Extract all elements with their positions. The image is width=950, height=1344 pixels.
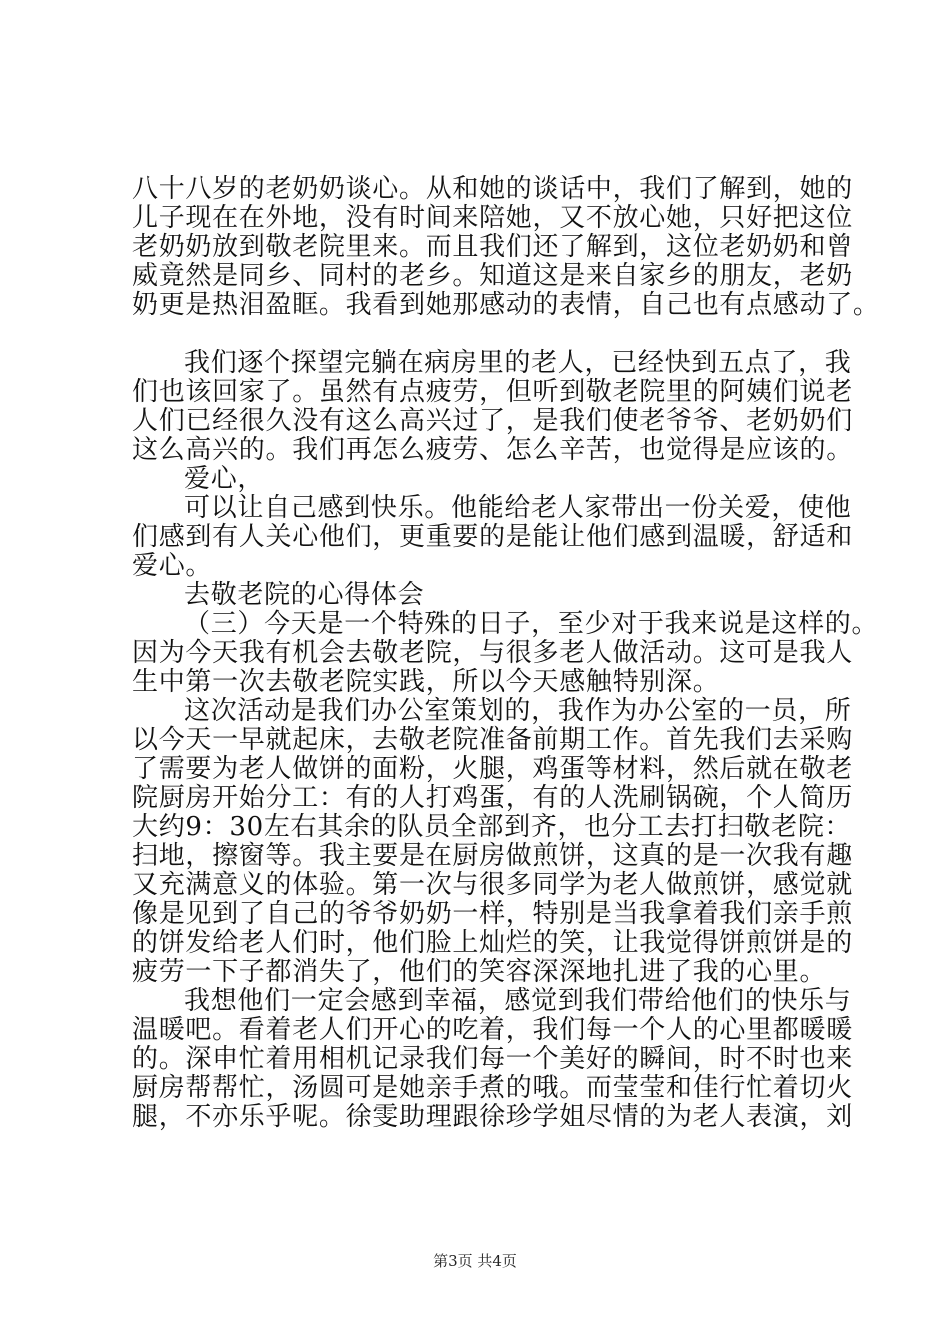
text-line: 又充满意义的体验。第一次与很多同学为老人做煎饼，感觉就 [132, 870, 853, 900]
text-line: 儿子现在在外地，没有时间来陪她，又不放心她，只好把这位 [132, 203, 853, 233]
text-line: 老奶奶放到敬老院里来。而且我们还了解到，这位老奶奶和曾 [132, 232, 853, 262]
text-line: 了需要为老人做饼的面粉，火腿，鸡蛋等材料，然后就在敬老 [132, 754, 853, 784]
text-line: 我们逐个探望完躺在病房里的老人，已经快到五点了，我 [184, 348, 852, 378]
text-line: 爱心。 [132, 551, 213, 581]
text-line: 八十八岁的老奶奶谈心。从和她的谈话中，我们了解到，她的 [132, 174, 853, 204]
text-line: 扫地，擦窗等。我主要是在厨房做煎饼，这真的是一次我有趣 [132, 841, 853, 871]
text-line: 爱心， [184, 464, 265, 494]
text-line: 的。深申忙着用相机记录我们每一个美好的瞬间，时不时也来 [132, 1044, 853, 1074]
page-number-footer: 第3页 共4页 [433, 1252, 517, 1270]
paragraph-gap [132, 320, 852, 349]
document-body [132, 174, 880, 1132]
text-line: 因为今天我有机会去敬老院，与很多老人做活动。这可是我人 [132, 638, 853, 668]
text-line: 奶更是热泪盈眶。我看到她那感动的表情，自己也有点感动了。 [132, 290, 880, 320]
text-line: 腿，不亦乐乎呢。徐雯助理跟徐珍学姐尽情的为老人表演，刘 [132, 1102, 853, 1132]
text-line: 这次活动是我们办公室策划的，我作为办公室的一员，所 [184, 696, 852, 726]
text-line: 生中第一次去敬老院实践，所以今天感触特别深。 [132, 667, 720, 697]
text-line: 的饼发给老人们时，他们脸上灿烂的笑，让我觉得饼煎饼是的 [132, 928, 853, 958]
text-line: 院厨房开始分工：有的人打鸡蛋，有的人洗刷锅碗，个人简历 [132, 783, 853, 813]
text-line: 们感到有人关心他们，更重要的是能让他们感到温暖，舒适和 [132, 522, 853, 552]
text-line: 大约9：30左右其余的队员全部到齐，也分工去打扫敬老院： [132, 812, 852, 842]
text-line: （三）今天是一个特殊的日子，至少对于我来说是这样的。 [184, 609, 879, 639]
text-line: 人们已经很久没有这么高兴过了，是我们使老爷爷、老奶奶们 [132, 406, 853, 436]
section-heading: 去敬老院的心得体会 [184, 580, 425, 610]
text-line: 厨房帮帮忙，汤圆可是她亲手煮的哦。而莹莹和佳行忙着切火 [132, 1073, 853, 1103]
text-line: 像是见到了自己的爷爷奶奶一样，特别是当我拿着我们亲手煎 [132, 899, 853, 929]
text-line: 这么高兴的。我们再怎么疲劳、怎么辛苦，也觉得是应该的。 [132, 435, 853, 465]
text-line: 们也该回家了。虽然有点疲劳，但听到敬老院里的阿姨们说老 [132, 377, 853, 407]
text-line: 温暖吧。看着老人们开心的吃着，我们每一个人的心里都暖暖 [132, 1015, 853, 1045]
text-line: 威竟然是同乡、同村的老乡。知道这是来自家乡的朋友，老奶 [132, 261, 853, 291]
text-line: 我想他们一定会感到幸福，感觉到我们带给他们的快乐与 [184, 986, 852, 1016]
text-line: 以今天一早就起床，去敬老院准备前期工作。首先我们去采购 [132, 725, 853, 755]
text-line: 可以让自己感到快乐。他能给老人家带出一份关爱，使他 [184, 493, 852, 523]
text-line: 疲劳一下子都消失了，他们的笑容深深地扎进了我的心里。 [132, 957, 827, 987]
